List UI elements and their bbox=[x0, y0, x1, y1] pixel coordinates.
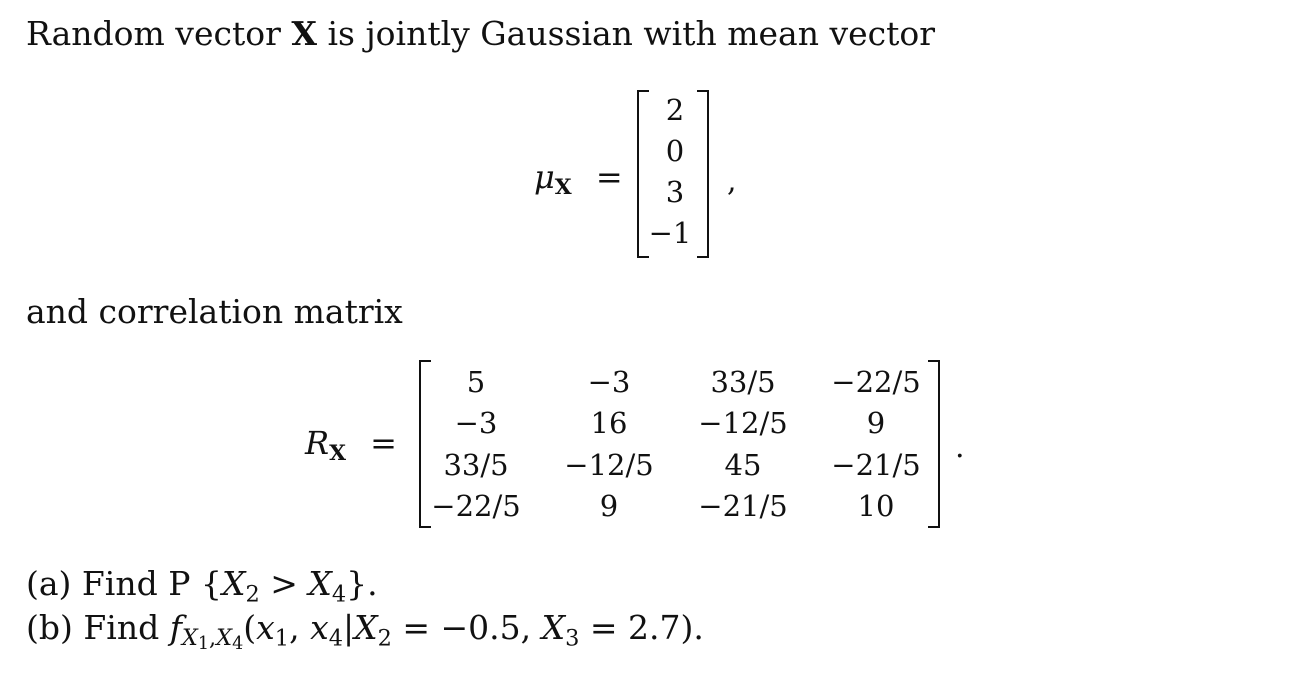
cond-x2-sub: 2 bbox=[377, 625, 392, 652]
mean-entry: −1 bbox=[648, 216, 692, 250]
cond-x3: X bbox=[541, 608, 566, 647]
matrix-cell: 33/5 bbox=[443, 448, 509, 482]
matrix-cell: −21/5 bbox=[698, 489, 788, 523]
part-a-question bbox=[26, 564, 378, 608]
matrix-cell: −3 bbox=[454, 406, 498, 440]
matrix-cell: 5 bbox=[466, 365, 486, 399]
correlation-matrix bbox=[419, 360, 940, 528]
matrix-cell: −12/5 bbox=[564, 448, 654, 482]
mean-entry: 0 bbox=[665, 134, 685, 168]
right-bracket bbox=[697, 90, 709, 258]
matrix-cell: 16 bbox=[590, 406, 628, 440]
part-b-question bbox=[26, 608, 704, 655]
part-b-lead: (b) Find bbox=[26, 608, 170, 647]
density-sub-a-idx: 1 bbox=[197, 634, 210, 655]
cond-x3-value: = 2.7). bbox=[579, 608, 704, 647]
corr-equals-sign: = bbox=[370, 424, 397, 462]
part-a-lhs-sub: 2 bbox=[245, 581, 260, 608]
part-a-close-brace: }. bbox=[346, 564, 378, 603]
mean-trailing-comma: , bbox=[727, 164, 737, 199]
matrix-cell: 10 bbox=[857, 489, 895, 523]
matrix-cell: −12/5 bbox=[698, 406, 788, 440]
density-sub-a: X bbox=[181, 625, 198, 652]
matrix-cell: −21/5 bbox=[831, 448, 921, 482]
mean-entry: 3 bbox=[665, 175, 685, 209]
arg-x1: x bbox=[256, 608, 275, 647]
mean-entry: 2 bbox=[665, 93, 685, 127]
correlation-intro-text: and correlation matrix bbox=[26, 292, 403, 331]
arg-x4-sub: 4 bbox=[328, 625, 343, 652]
matrix-cell: −22/5 bbox=[431, 489, 521, 523]
correlation-matrix-label bbox=[305, 424, 397, 467]
matrix-cell: 9 bbox=[599, 489, 619, 523]
density-sub-b-idx: 4 bbox=[232, 634, 244, 655]
density-sub-b: X bbox=[216, 625, 233, 652]
intro-prefix: Random vector bbox=[26, 14, 292, 53]
density-f: f bbox=[169, 608, 182, 647]
arg-x1-sub: 1 bbox=[274, 625, 290, 652]
part-a-lhs: X bbox=[221, 564, 246, 603]
mean-vector-label bbox=[534, 158, 623, 201]
matrix-cell: 45 bbox=[724, 448, 762, 482]
mu-symbol: μ bbox=[534, 158, 555, 196]
part-a-lead: (a) Find P bbox=[26, 564, 191, 603]
right-bracket bbox=[928, 360, 940, 528]
cond-x2: X bbox=[354, 608, 378, 647]
r-subscript: X bbox=[329, 441, 346, 467]
part-b-open-paren: ( bbox=[243, 608, 257, 647]
intro-sentence bbox=[26, 14, 935, 54]
mu-subscript: X bbox=[554, 175, 572, 201]
r-symbol: R bbox=[305, 424, 330, 462]
density-sub-sep: , bbox=[209, 625, 217, 652]
part-a-operator: > bbox=[259, 564, 309, 603]
matrix-cell: −3 bbox=[587, 365, 631, 399]
random-vector-symbol: X bbox=[291, 14, 317, 53]
arg-x4: x bbox=[310, 608, 329, 647]
density-subscript bbox=[181, 625, 244, 655]
cond-x3-sub: 3 bbox=[565, 625, 580, 652]
mean-vector-matrix bbox=[637, 90, 709, 258]
mean-equals-sign: = bbox=[595, 158, 623, 196]
conditional-bar: | bbox=[342, 608, 355, 647]
matrix-cell: 9 bbox=[866, 406, 886, 440]
left-bracket bbox=[637, 90, 649, 258]
cond-x2-value: = −0.5, bbox=[391, 608, 542, 647]
matrix-cell: −22/5 bbox=[831, 365, 921, 399]
part-a-rhs-sub: 4 bbox=[331, 581, 347, 608]
matrix-cell: 33/5 bbox=[710, 365, 776, 399]
left-bracket bbox=[419, 360, 431, 528]
corr-trailing-period: . bbox=[955, 430, 965, 465]
intro-suffix: is jointly Gaussian with mean vector bbox=[316, 14, 936, 53]
part-b-comma: , bbox=[289, 608, 311, 647]
part-a-open-brace: { bbox=[190, 564, 222, 603]
part-a-rhs: X bbox=[308, 564, 332, 603]
